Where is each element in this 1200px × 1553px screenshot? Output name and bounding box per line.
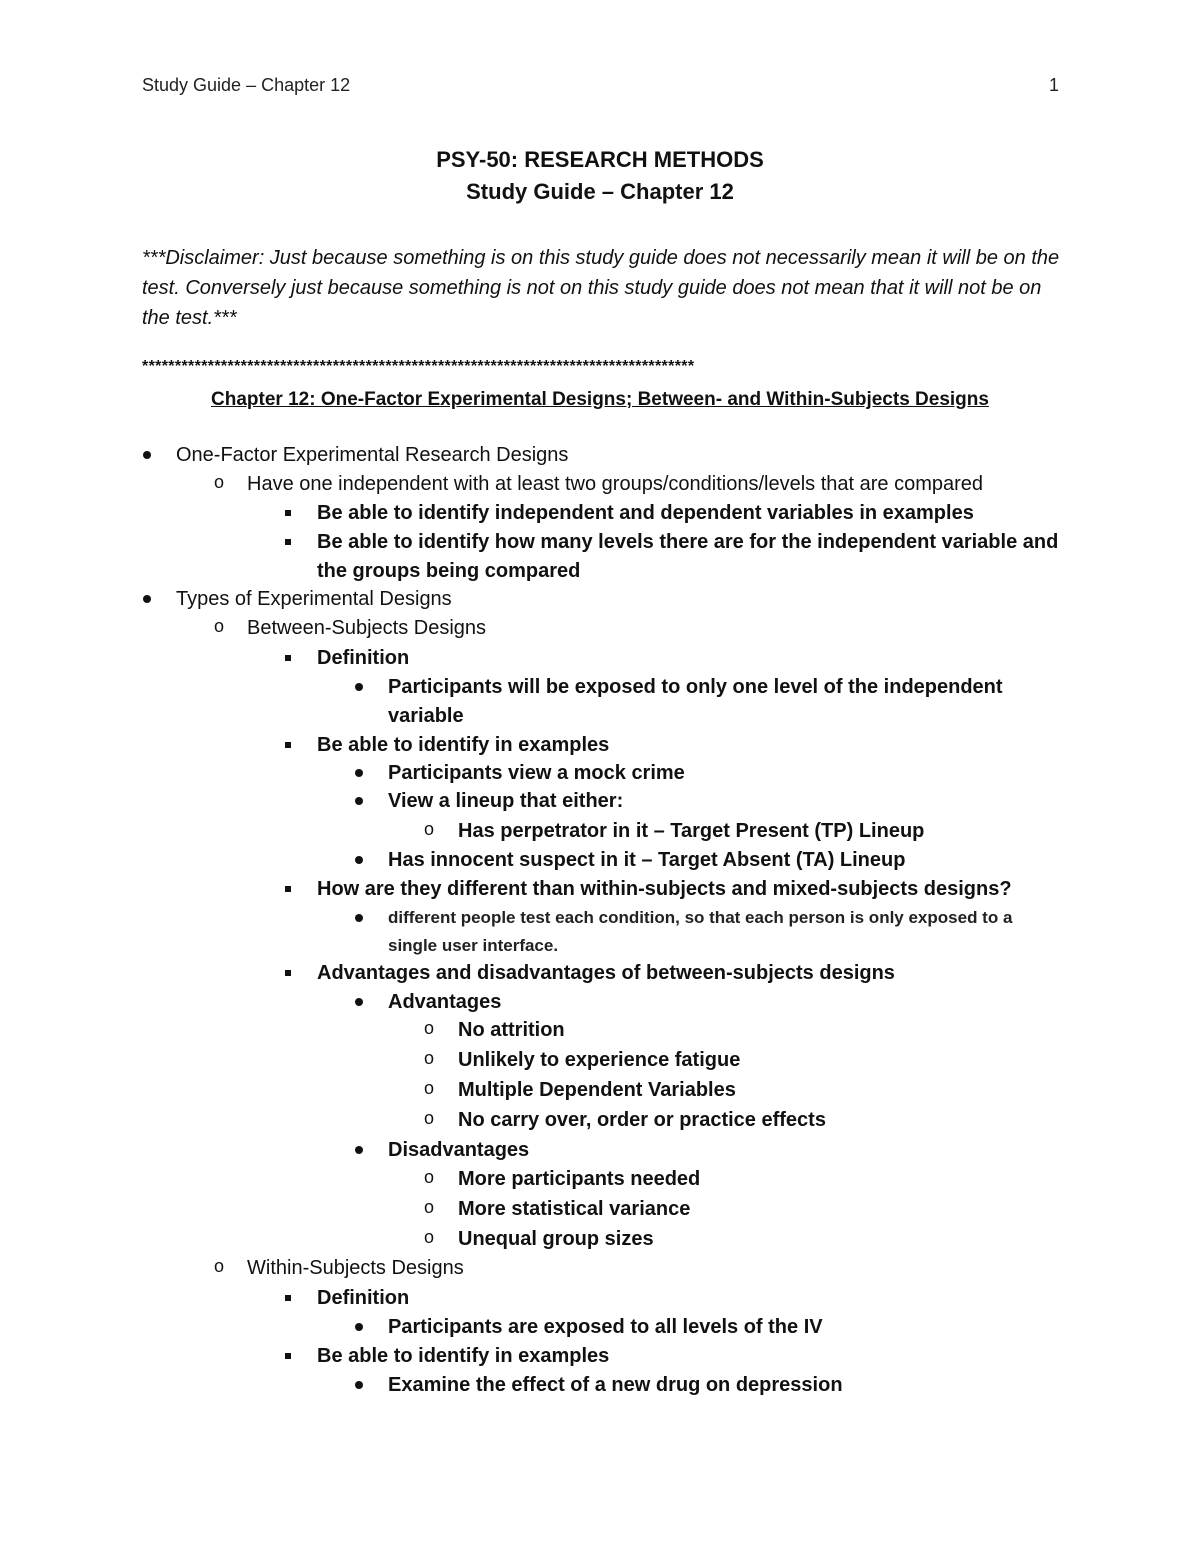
page-number: 1	[1048, 75, 1059, 95]
circle-icon: o	[424, 1108, 435, 1128]
square-icon	[285, 510, 291, 516]
course-title: PSY-50: RESEARCH METHODS	[436, 147, 764, 172]
outline-item: Has perpetrator in it – Target Present (TP) Lineup	[458, 820, 925, 842]
outline-item: Be able to identify in examples	[317, 734, 610, 756]
outline-item: Be able to identify how many levels there are for the independent variable and the groups being compared	[317, 531, 1059, 582]
outline-item: Definition	[317, 1287, 410, 1309]
outline-item: Disadvantages	[388, 1139, 530, 1161]
outline-item: No carry over, order or practice effects	[458, 1109, 826, 1131]
running-header: Study Guide – Chapter 12	[142, 75, 351, 95]
separator: ************************************************************************************	[142, 358, 695, 375]
circle-icon: o	[424, 1018, 435, 1038]
outline-item: Types of Experimental Designs	[176, 588, 452, 610]
bullet-icon	[355, 856, 363, 864]
outline-item: Have one independent with at least two groups/conditions/levels that are compared	[247, 473, 984, 495]
bullet-icon	[355, 1323, 363, 1331]
bullet-icon	[355, 1146, 363, 1154]
bullet-icon	[355, 914, 363, 922]
outline-item: Be able to identify independent and dependent variables in examples	[317, 502, 974, 524]
square-icon	[285, 886, 291, 892]
circle-icon: o	[424, 819, 435, 839]
square-icon	[285, 970, 291, 976]
guide-title: Study Guide – Chapter 12	[466, 179, 734, 204]
bullet-icon	[355, 769, 363, 777]
circle-icon: o	[424, 1167, 435, 1187]
outline-item: Participants are exposed to all levels of the IV	[388, 1316, 823, 1338]
square-icon	[285, 1295, 291, 1301]
outline-item: Unlikely to experience fatigue	[458, 1049, 741, 1071]
bullet-icon	[355, 683, 363, 691]
circle-icon: o	[214, 1256, 225, 1276]
outline-item: Between-Subjects Designs	[247, 617, 487, 639]
outline-item: Multiple Dependent Variables	[458, 1079, 736, 1101]
outline-item: Participants view a mock crime	[388, 762, 685, 784]
outline-item: Examine the effect of a new drug on depression	[388, 1374, 843, 1396]
bullet-icon	[355, 998, 363, 1006]
outline-item: Advantages and disadvantages of between-subjects designs	[317, 962, 895, 984]
bullet-icon	[143, 451, 151, 459]
outline-item: different people test each condition, so that each person is only exposed to a single user interface.	[388, 908, 1013, 955]
circle-icon: o	[424, 1048, 435, 1068]
circle-icon: o	[214, 616, 225, 636]
circle-icon: o	[424, 1227, 435, 1247]
outline-item: Within-Subjects Designs	[247, 1257, 464, 1279]
outline-item: Has innocent suspect in it – Target Absent (TA) Lineup	[388, 849, 906, 871]
bullet-icon	[143, 595, 151, 603]
outline-item: Be able to identify in examples	[317, 1345, 610, 1367]
outline-item: Definition	[317, 647, 410, 669]
outline-item: Advantages	[388, 991, 502, 1013]
outline-item: View a lineup that either:	[388, 790, 624, 812]
circle-icon: o	[424, 1197, 435, 1217]
outline-item: Unequal group sizes	[458, 1228, 654, 1250]
square-icon	[285, 655, 291, 661]
outline-item: No attrition	[458, 1019, 565, 1041]
square-icon	[285, 742, 291, 748]
chapter-heading: Chapter 12: One-Factor Experimental Designs; Between- and Within-Subjects Designs	[211, 389, 989, 410]
bullet-icon	[355, 1381, 363, 1389]
circle-icon: o	[424, 1078, 435, 1098]
outline-item: How are they different than within-subjects and mixed-subjects designs?	[317, 878, 1012, 900]
outline-item: Participants will be exposed to only one level of the independent variable	[388, 676, 1003, 727]
square-icon	[285, 539, 291, 545]
outline-item: More statistical variance	[458, 1198, 691, 1220]
outline-item: More participants needed	[458, 1168, 701, 1190]
square-icon	[285, 1353, 291, 1359]
circle-icon: o	[214, 472, 225, 492]
bullet-icon	[355, 797, 363, 805]
outline-item: One-Factor Experimental Research Designs	[176, 444, 569, 466]
disclaimer: ***Disclaimer: Just because something is on this study guide does not necessarily mean it will be on the test. Conversely just because something is not on this study guide does not mean that it will not be on the test.***	[142, 247, 1060, 329]
